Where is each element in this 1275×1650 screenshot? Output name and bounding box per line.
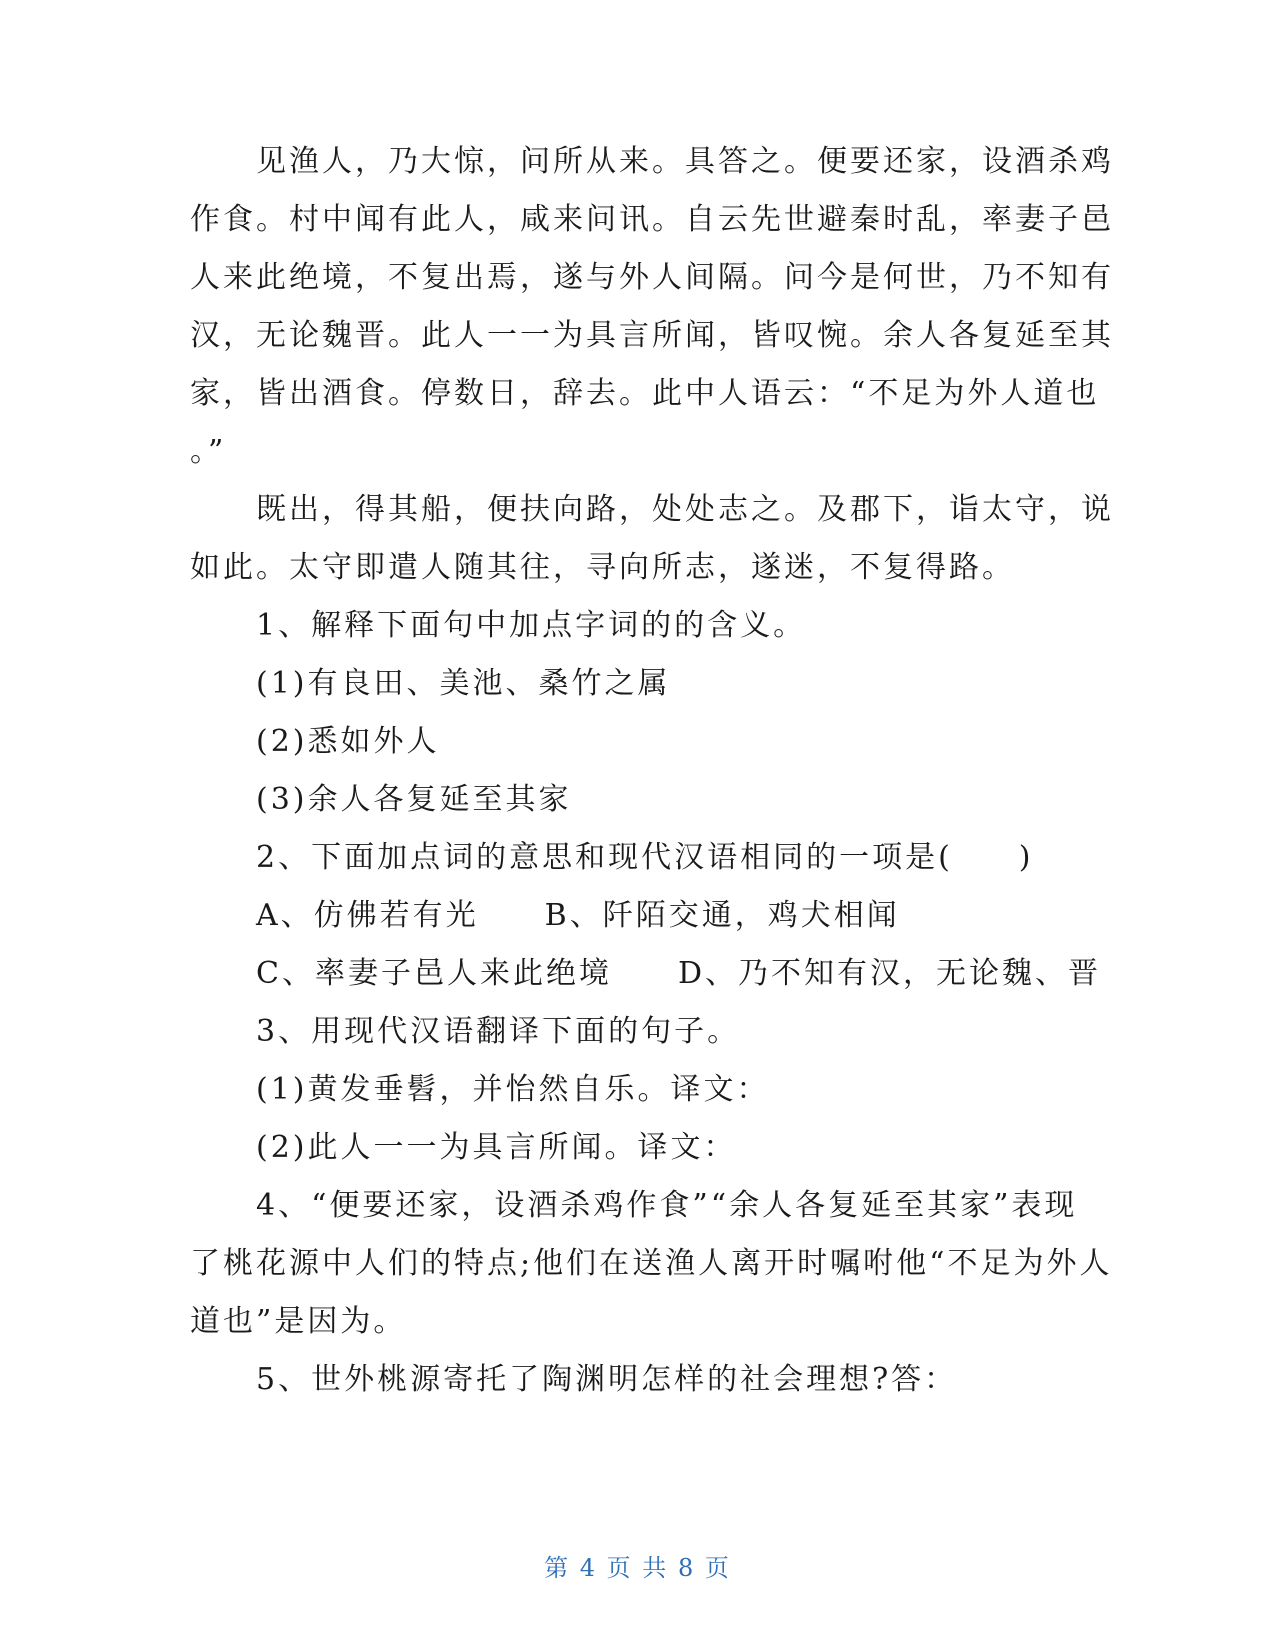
text-line: 既出，得其船，便扶向路，处处志之。及郡下，诣太守，说 bbox=[190, 492, 1114, 527]
question-line: (1)有良田、美池、桑竹之属 bbox=[190, 666, 671, 701]
question-line: 3、用现代汉语翻译下面的句子。 bbox=[190, 1014, 741, 1049]
question-line: 2、下面加点词的意思和现代汉语相同的一项是( ) bbox=[190, 840, 1034, 875]
question-line: 1、解释下面句中加点字词的的含义。 bbox=[190, 608, 807, 643]
text-line: 作食。村中闻有此人，咸来问讯。自云先世避秦时乱，率妻子邑 bbox=[190, 202, 1114, 237]
question-line: 4、“便要还家，设酒杀鸡作食”“余人各复延至其家”表现 bbox=[190, 1188, 1078, 1223]
text-line: 家，皆出酒食。停数日，辞去。此中人语云：“不足为外人道也 bbox=[190, 376, 1100, 411]
question-line: 了桃花源中人们的特点;他们在送渔人离开时嘱咐他“不足为外人 bbox=[190, 1246, 1113, 1281]
question-line: 5、世外桃源寄托了陶渊明怎样的社会理想?答： bbox=[190, 1362, 958, 1397]
question-line: (1)黄发垂髫，并怡然自乐。译文： bbox=[190, 1072, 770, 1107]
text-line: 见渔人，乃大惊，问所从来。具答之。便要还家，设酒杀鸡 bbox=[190, 144, 1114, 179]
page-number-footer: 第 4 页 共 8 页 bbox=[544, 1554, 731, 1582]
question-line: 道也”是因为。 bbox=[190, 1304, 407, 1339]
question-line: (2)此人一一为具言所闻。译文： bbox=[190, 1130, 737, 1165]
question-line: (2)悉如外人 bbox=[190, 724, 440, 759]
question-line: (3)余人各复延至其家 bbox=[190, 782, 572, 817]
text-line: 汉，无论魏晋。此人一一为具言所闻，皆叹惋。余人各复延至其 bbox=[190, 318, 1114, 353]
text-line: 人来此绝境，不复出焉，遂与外人间隔。问今是何世，乃不知有 bbox=[190, 260, 1114, 295]
question-line: C、率妻子邑人来此绝境 D、乃不知有汉，无论魏、晋 bbox=[190, 956, 1102, 991]
text-line: 如此。太守即遣人随其往，寻向所志，遂迷，不复得路。 bbox=[190, 550, 1015, 585]
question-line: A、仿佛若有光 B、阡陌交通，鸡犬相闻 bbox=[190, 898, 900, 933]
text-line: 。” bbox=[190, 434, 227, 469]
